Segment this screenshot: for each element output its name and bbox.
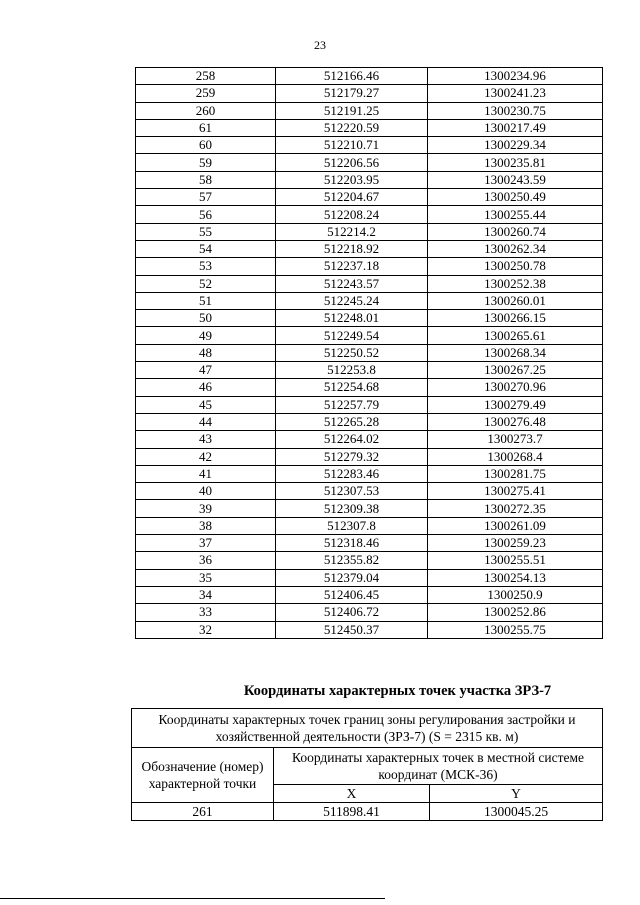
- y-coordinate-cell: 1300250.78: [428, 258, 603, 275]
- y-coordinate-cell: 1300266.15: [428, 310, 603, 327]
- table-row: [136, 292, 603, 309]
- table-row: [136, 119, 603, 136]
- table-row: [136, 396, 603, 413]
- table-row: [136, 327, 603, 344]
- y-coordinate-cell: 1300255.44: [428, 206, 603, 223]
- table-row: [136, 137, 603, 154]
- x-coordinate-cell: 512243.57: [276, 275, 428, 292]
- point-number-cell: 260: [136, 102, 276, 119]
- point-number-cell: 34: [136, 586, 276, 603]
- y-coordinate-cell: 1300272.35: [428, 500, 603, 517]
- table-row: [136, 552, 603, 569]
- zrz7-coordinates-table: [131, 708, 603, 821]
- table-row: [136, 344, 603, 361]
- y-coordinate-cell: 1300229.34: [428, 137, 603, 154]
- y-coordinate-cell: 1300250.9: [428, 586, 603, 603]
- x-coordinate-cell: 512218.92: [276, 240, 428, 257]
- table-row: [136, 465, 603, 482]
- x-coordinate-cell: 512206.56: [276, 154, 428, 171]
- y-coordinate-cell: 1300235.81: [428, 154, 603, 171]
- x-coordinate-cell: 512307.53: [276, 483, 428, 500]
- point-number-cell: 44: [136, 413, 276, 430]
- x-coordinate-cell: 512208.24: [276, 206, 428, 223]
- table-row: [136, 569, 603, 586]
- point-number-cell: 46: [136, 379, 276, 396]
- y-coordinate-cell: 1300260.74: [428, 223, 603, 240]
- point-number-cell: 55: [136, 223, 276, 240]
- x-coordinate-cell: 512257.79: [276, 396, 428, 413]
- point-number-cell: 61: [136, 119, 276, 136]
- point-number-cell: 43: [136, 431, 276, 448]
- x-coordinate-cell: 512254.68: [276, 379, 428, 396]
- y-coordinate-cell: 1300268.34: [428, 344, 603, 361]
- y-coordinate-cell: 1300273.7: [428, 431, 603, 448]
- point-number-cell: 54: [136, 240, 276, 257]
- x-coordinate-cell: 512265.28: [276, 413, 428, 430]
- y-column-header: Y: [430, 785, 603, 803]
- y-coordinate-cell: 1300262.34: [428, 240, 603, 257]
- y-coordinate-cell: 1300275.41: [428, 483, 603, 500]
- x-coordinate-cell: 512406.45: [276, 586, 428, 603]
- x-coordinate-cell: 512166.46: [276, 68, 428, 85]
- table-row: [136, 413, 603, 430]
- point-number-cell: 259: [136, 85, 276, 102]
- table-row: [136, 604, 603, 621]
- x-coordinate-cell: 512245.24: [276, 292, 428, 309]
- x-coordinate-cell: 512307.8: [276, 517, 428, 534]
- point-number-cell: 42: [136, 448, 276, 465]
- x-coordinate-cell: 512191.25: [276, 102, 428, 119]
- point-number-cell: 58: [136, 171, 276, 188]
- x-coordinate-cell: 512309.38: [276, 500, 428, 517]
- section-title: Координаты характерных точек участка ЗРЗ-7: [243, 683, 552, 699]
- y-coordinate-cell: 1300261.09: [428, 517, 603, 534]
- y-coordinate-cell: 1300279.49: [428, 396, 603, 413]
- y-coordinate-cell: 1300270.96: [428, 379, 603, 396]
- y-coordinate-cell: 1300255.51: [428, 552, 603, 569]
- point-number-cell: 32: [136, 621, 276, 638]
- y-coordinate-cell: 1300252.86: [428, 604, 603, 621]
- point-number-cell: 37: [136, 535, 276, 552]
- y-coordinate-cell: 1300254.13: [428, 569, 603, 586]
- y-coordinate-cell: 1300281.75: [428, 465, 603, 482]
- point-number-cell: 258: [136, 68, 276, 85]
- table-row: [136, 171, 603, 188]
- point-number-cell: 47: [136, 362, 276, 379]
- x-coordinate-cell: 512237.18: [276, 258, 428, 275]
- y-coordinate-cell: 1300045.25: [430, 803, 603, 821]
- x-coordinate-cell: 512406.72: [276, 604, 428, 621]
- x-coordinate-cell: 512203.95: [276, 171, 428, 188]
- table-row: [136, 85, 603, 102]
- point-number-cell: 59: [136, 154, 276, 171]
- point-number-cell: 33: [136, 604, 276, 621]
- coordinates-table-continued: [135, 67, 603, 639]
- table-row: [136, 310, 603, 327]
- table-row: [136, 586, 603, 603]
- table-row: [136, 258, 603, 275]
- x-coordinate-cell: 512283.46: [276, 465, 428, 482]
- point-number-cell: 53: [136, 258, 276, 275]
- page-number: 23: [314, 38, 326, 52]
- table-row: [136, 240, 603, 257]
- y-coordinate-cell: 1300268.4: [428, 448, 603, 465]
- table-row: [136, 362, 603, 379]
- x-coordinate-cell: 512204.67: [276, 189, 428, 206]
- point-column-header: Обозначение (номер) характерной точки: [132, 748, 274, 803]
- table-row: [136, 517, 603, 534]
- x-coordinate-cell: 512214.2: [276, 223, 428, 240]
- y-coordinate-cell: 1300241.23: [428, 85, 603, 102]
- table-row: [136, 431, 603, 448]
- x-coordinate-cell: 512253.8: [276, 362, 428, 379]
- y-coordinate-cell: 1300230.75: [428, 102, 603, 119]
- point-number-cell: 57: [136, 189, 276, 206]
- point-number-cell: 45: [136, 396, 276, 413]
- table-row: [132, 803, 603, 821]
- table-row: [136, 102, 603, 119]
- table-row: [136, 535, 603, 552]
- table-row: [136, 206, 603, 223]
- y-coordinate-cell: 1300259.23: [428, 535, 603, 552]
- y-coordinate-cell: 1300243.59: [428, 171, 603, 188]
- point-number-cell: 56: [136, 206, 276, 223]
- x-coordinate-cell: 511898.41: [274, 803, 430, 821]
- table-row: [136, 379, 603, 396]
- table-row: [136, 223, 603, 240]
- y-coordinate-cell: 1300255.75: [428, 621, 603, 638]
- table-row: [136, 68, 603, 85]
- y-coordinate-cell: 1300267.25: [428, 362, 603, 379]
- y-coordinate-cell: 1300276.48: [428, 413, 603, 430]
- point-number-cell: 38: [136, 517, 276, 534]
- table-caption: Координаты характерных точек границ зоны регулирования застройки и хозяйственной деятельности (ЗРЗ-7) (S = 2315 кв. м): [132, 709, 603, 748]
- zrz7-table-body: [132, 803, 603, 821]
- point-number-cell: 49: [136, 327, 276, 344]
- point-number-cell: 261: [132, 803, 274, 821]
- x-coordinate-cell: 512248.01: [276, 310, 428, 327]
- y-coordinate-cell: 1300234.96: [428, 68, 603, 85]
- table-header-row: [132, 748, 603, 785]
- point-number-cell: 41: [136, 465, 276, 482]
- point-number-cell: 40: [136, 483, 276, 500]
- footer-divider: [0, 898, 385, 899]
- x-coordinate-cell: 512264.02: [276, 431, 428, 448]
- point-number-cell: 48: [136, 344, 276, 361]
- point-number-cell: 60: [136, 137, 276, 154]
- point-number-cell: 51: [136, 292, 276, 309]
- x-coordinate-cell: 512220.59: [276, 119, 428, 136]
- point-number-cell: 36: [136, 552, 276, 569]
- x-coordinate-cell: 512250.52: [276, 344, 428, 361]
- coordinates-column-header: Координаты характерных точек в местной системе координат (МСК-36): [274, 748, 603, 785]
- y-coordinate-cell: 1300265.61: [428, 327, 603, 344]
- x-column-header: X: [274, 785, 430, 803]
- table-row: [136, 275, 603, 292]
- table-row: [136, 500, 603, 517]
- point-number-cell: 35: [136, 569, 276, 586]
- coordinates-table-body: [136, 68, 603, 639]
- point-number-cell: 39: [136, 500, 276, 517]
- y-coordinate-cell: 1300252.38: [428, 275, 603, 292]
- table-row: [136, 448, 603, 465]
- x-coordinate-cell: 512210.71: [276, 137, 428, 154]
- y-coordinate-cell: 1300260.01: [428, 292, 603, 309]
- table-caption-row: [132, 709, 603, 748]
- table-row: [136, 483, 603, 500]
- y-coordinate-cell: 1300250.49: [428, 189, 603, 206]
- point-number-cell: 50: [136, 310, 276, 327]
- table-row: [136, 621, 603, 638]
- table-row: [136, 154, 603, 171]
- x-coordinate-cell: 512279.32: [276, 448, 428, 465]
- point-number-cell: 52: [136, 275, 276, 292]
- x-coordinate-cell: 512355.82: [276, 552, 428, 569]
- x-coordinate-cell: 512379.04: [276, 569, 428, 586]
- x-coordinate-cell: 512249.54: [276, 327, 428, 344]
- x-coordinate-cell: 512450.37: [276, 621, 428, 638]
- table-row: [136, 189, 603, 206]
- y-coordinate-cell: 1300217.49: [428, 119, 603, 136]
- x-coordinate-cell: 512318.46: [276, 535, 428, 552]
- x-coordinate-cell: 512179.27: [276, 85, 428, 102]
